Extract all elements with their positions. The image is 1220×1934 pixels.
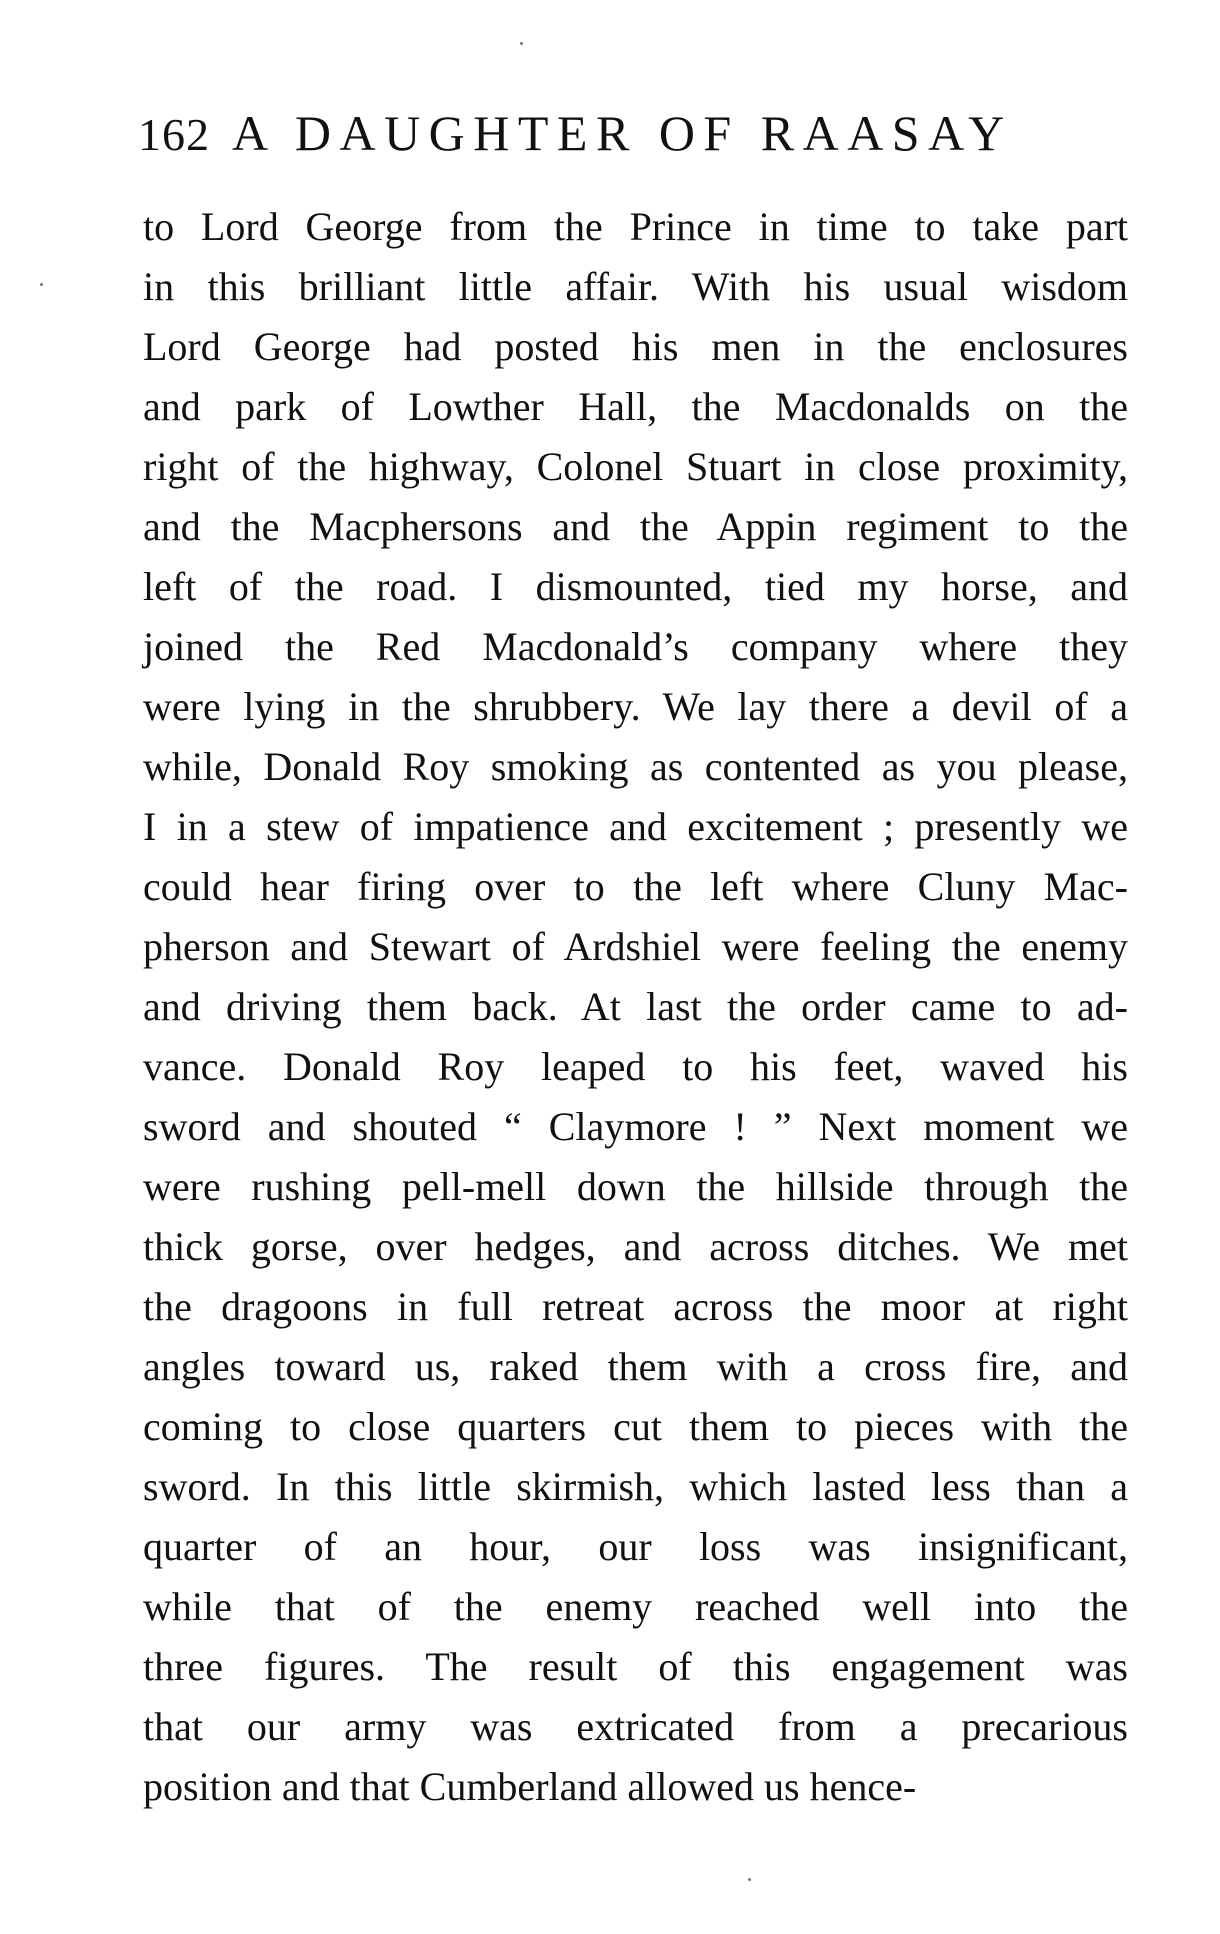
text-line: sword. In this little skirmish, which lasted less than a [143,1464,1128,1509]
text-line: sword and shouted “ Claymore ! ” Next moment we [143,1104,1128,1149]
text-line: joined the Red Macdonald’s company where they [143,624,1128,669]
text-line: I in a stew of impatience and excitement ; presently we [143,804,1128,849]
text-line: the dragoons in full retreat across the moor at right [143,1284,1128,1329]
text-line: could hear firing over to the left where Cluny Mac- [143,864,1128,909]
text-line: to Lord George from the Prince in time to take part [143,204,1128,249]
text-line: right of the highway, Colonel Stuart in close proximity, [143,444,1128,489]
text-line: were rushing pell-mell down the hillside through the [143,1164,1128,1209]
scan-speck [520,42,523,45]
running-header [138,104,1118,164]
running-title: A DAUGHTER OF RAASAY [232,105,1013,161]
text-line: and park of Lowther Hall, the Macdonalds on the [143,384,1128,429]
text-line: angles toward us, raked them with a cross fire, and [143,1344,1128,1389]
text-line: and the Macphersons and the Appin regiment to the [143,504,1128,549]
text-line: that our army was extricated from a precarious [143,1704,1128,1749]
text-line: while, Donald Roy smoking as contented as you please, [143,744,1128,789]
text-line: quarter of an hour, our loss was insignificant, [143,1524,1128,1569]
scan-speck [748,1878,751,1881]
body-text [143,197,1128,1817]
text-line: while that of the enemy reached well into the [143,1584,1128,1629]
text-line: coming to close quarters cut them to pieces with the [143,1404,1128,1449]
text-line: left of the road. I dismounted, tied my horse, and [143,564,1128,609]
text-line: vance. Donald Roy leaped to his feet, waved his [143,1044,1128,1089]
text-line: and driving them back. At last the order came to ad- [143,984,1128,1029]
text-line: three figures. The result of this engagement was [143,1644,1128,1689]
text-line: Lord George had posted his men in the enclosures [143,324,1128,369]
text-line: pherson and Stewart of Ardshiel were feeling the enemy [143,924,1128,969]
scan-speck [40,283,43,286]
text-line: thick gorse, over hedges, and across ditches. We met [143,1224,1128,1269]
text-line: in this brilliant little affair. With his usual wisdom [143,264,1128,309]
text-line: were lying in the shrubbery. We lay there a devil of a [143,684,1128,729]
page-number: 162 [138,109,210,160]
text-line: position and that Cumberland allowed us hence- [143,1764,917,1809]
